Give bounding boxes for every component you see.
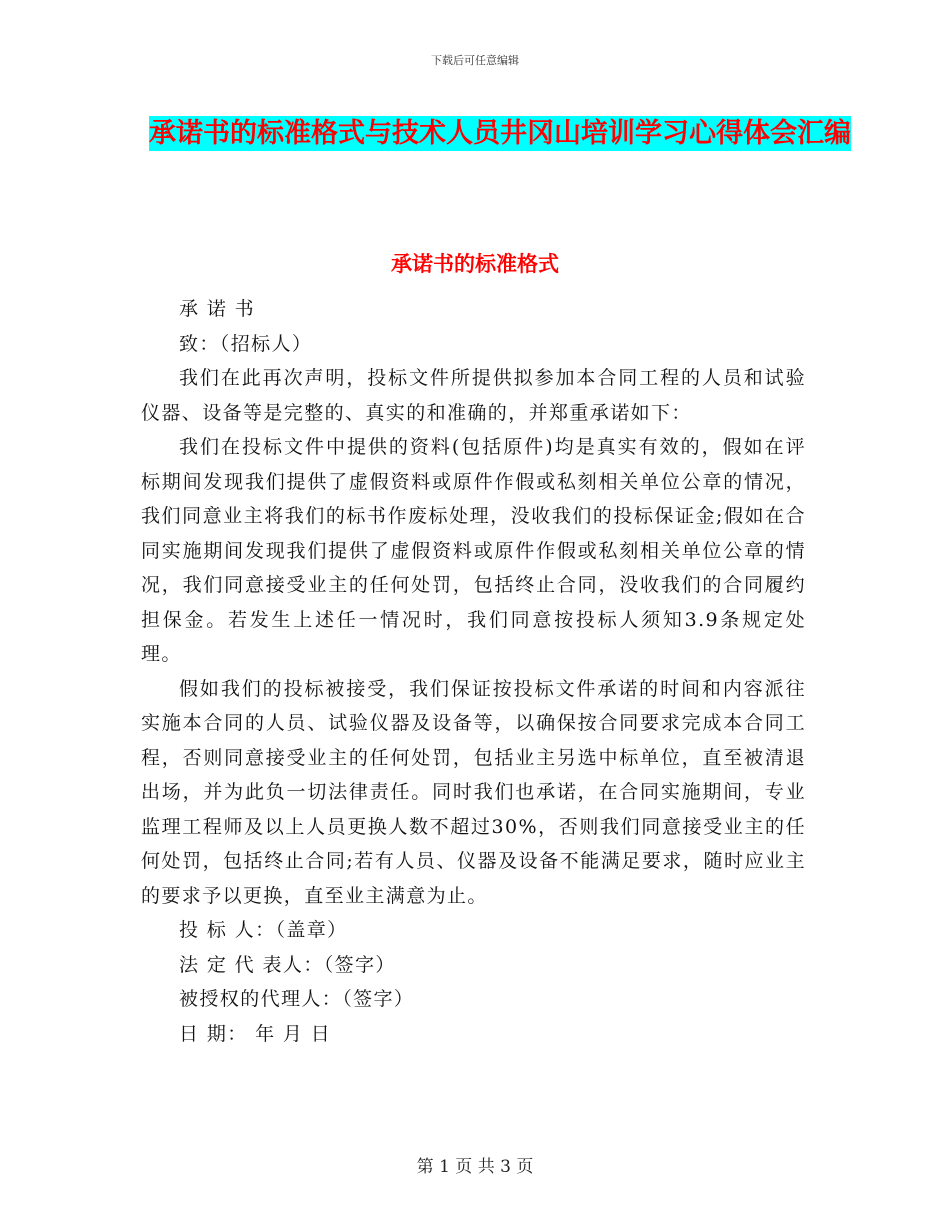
signature-date: 日 期： 年 月 日 xyxy=(179,1022,332,1045)
section-title: 承诺书的标准格式 xyxy=(391,252,559,276)
header-note: 下载后可任意编辑 xyxy=(431,54,519,67)
signature-legal-rep: 法 定 代 表人：（签字） xyxy=(179,953,396,976)
paragraph: 假如我们的投标被接受，我们保证按投标文件承诺的时间和内容派往实施本合同的人员、试验仪器及设备等，以确保按合同要求完成本合同工程，否则同意接受业主的任何处罚，包括业主另选中标单位，直至被清退出场，并为此负一切法律责任。同时我们也承诺，在合同实施期间，专业监理工程师及以上人员更换人数不超过30%，否则我们同意接受业主的任何处罚，包括终止合同;若有人员、仪器及设备不能满足要求，随时应业主的要求予以更换，直至业主满意为止。 xyxy=(141,677,806,907)
document-title xyxy=(140,110,860,158)
document-title-text: 承诺书的标准格式与技术人员井冈山培训学习心得体会汇编 xyxy=(149,118,851,149)
paragraph: 我们在此再次声明，投标文件所提供拟参加本合同工程的人员和试验仪器、设备等是完整的、真实的和准确的，并郑重承诺如下： xyxy=(141,367,806,424)
page-footer: 第 1 页 共 3 页 xyxy=(416,1157,534,1177)
paragraph-recipient: 致：（招标人） xyxy=(179,332,313,355)
signature-agent: 被授权的代理人：（签字） xyxy=(179,988,415,1010)
signature-bidder: 投 标 人：（盖章） xyxy=(179,919,348,941)
paragraph: 我们在投标文件中提供的资料(包括原件)均是真实有效的，假如在评标期间发现我们提供了虚假资料或原件作假或私刻相关单位公章的情况，我们同意业主将我们的标书作废标处理，没收我们的投标保证金;假如在合同实施期间发现我们提供了虚假资料或原件作假或私刻相关单位公章的情况，我们同意接受业主的任何处罚，包括终止合同，没收我们的合同履约担保金。若发生上述任一情况时，我们同意按投标人须知3.9条规定处理。 xyxy=(141,436,806,665)
document-body xyxy=(141,292,806,1051)
paragraph-heading: 承 诺 书 xyxy=(179,298,256,320)
